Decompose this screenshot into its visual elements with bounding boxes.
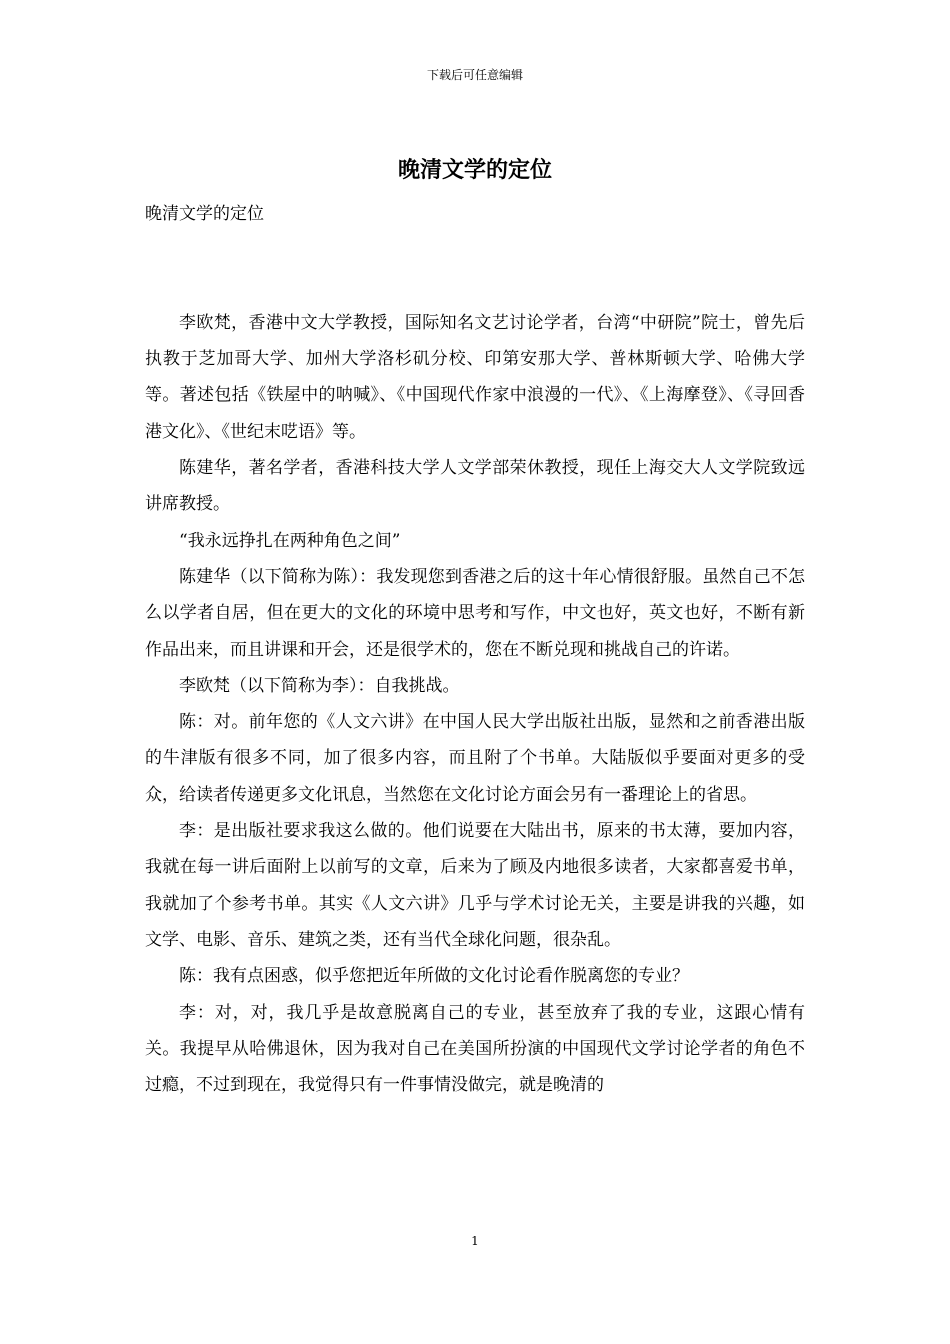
header-note: 下载后可任意编辑 bbox=[426, 68, 523, 82]
paragraph-dialogue: 陈：对。前年您的《人文六讲》在中国人民大学出版社出版，显然和之前香港出版的牛津版有很多不同，加了很多内容，而且附了个书单。大陆版似乎要面对更多的受众，给读者传递更多文化讯息，当然您在文化讨论方面会另有一番理论上的省思。 bbox=[145, 712, 805, 805]
paragraph-dialogue: 陈建华（以下简称为陈）：我发现您到香港之后的这十年心情很舒服。虽然自己不怎么以学者自居，但在更大的文化的环境中思考和写作，中文也好，英文也好，不断有新作品出来，而且讲课和开会，还是很学术的，您在不断兑现和挑战自己的许诺。 bbox=[145, 566, 805, 660]
document-subtitle: 晚清文学的定位 bbox=[145, 204, 264, 224]
paragraph-dialogue: 李：对，对，我几乎是故意脱离自己的专业，甚至放弃了我的专业，这跟心情有关。我提早从哈佛退休，因为我对自己在美国所扮演的中国现代文学讨论学者的角色不过瘾，不过到现在，我觉得只有一件事情没做完，就是晚清的 bbox=[145, 1002, 805, 1096]
document-body bbox=[145, 196, 805, 1103]
paragraph-dialogue: 李欧梵（以下简称为李）：自我挑战。 bbox=[179, 675, 460, 696]
paragraph-author-intro-lee: 李欧梵，香港中文大学教授，国际知名文艺讨论学者，台湾“中研院”院士，曾先后执教于芝加哥大学、加州大学洛杉矶分校、印第安那大学、普林斯顿大学、哈佛大学等。著述包括《铁屋中的呐喊》、《中国现代作家中浪漫的一代》、《上海摩登》、《寻回香港文化》、《世纪末呓语》等。 bbox=[145, 312, 805, 442]
blank-line bbox=[145, 232, 805, 305]
paragraph-author-intro-chen: 陈建华，著名学者，香港科技大学人文学部荣休教授，现任上海交大人文学院致远讲席教授。 bbox=[145, 458, 805, 515]
page-number: 1 bbox=[471, 1234, 479, 1248]
paragraph-dialogue: 李：是出版社要求我这么做的。他们说要在大陆出书，原来的书太薄，要加内容，我就在每一讲后面附上以前写的文章，后来为了顾及内地很多读者，大家都喜爱书单，我就加了个参考书单。其实《人文六讲》几乎与学术讨论无关，主要是讲我的兴趣，如文学、电影、音乐、建筑之类，还有当代全球化问题，很杂乱。 bbox=[145, 821, 805, 950]
section-heading-quote: “我永远挣扎在两种角色之间” bbox=[179, 530, 401, 551]
paragraph-dialogue: 陈：我有点困惑，似乎您把近年所做的文化讨论看作脱离您的专业？ bbox=[179, 966, 689, 987]
document-title: 晚清文学的定位 bbox=[397, 157, 552, 183]
